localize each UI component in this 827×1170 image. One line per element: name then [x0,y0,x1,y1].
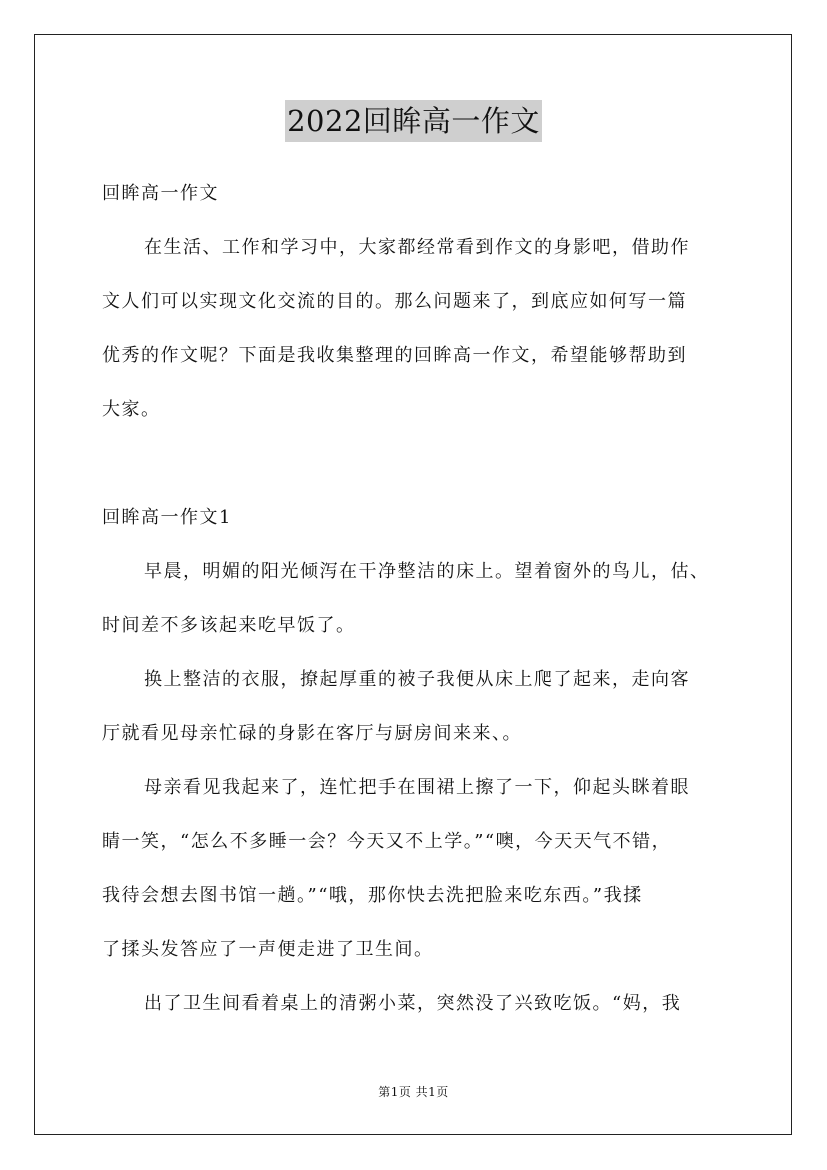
body-line: 我待会想去图书馆一趟。”“哦，那你快去洗把脸来吃东西。”我揉 [102,885,643,906]
body-line: 厅就看见母亲忙碌的身影在客厅与厨房间来来、。 [102,723,522,744]
intro-line: 在生活、工作和学习中，大家都经常看到作文的身影吧，借助作 [144,237,690,258]
intro-line: 大家。 [102,399,161,420]
body-line: 母亲看见我起来了，连忙把手在围裙上擦了一下，仰起头眯着眼 [144,777,690,798]
intro-line: 文人们可以实现文化交流的目的。那么问题来了，到底应如何写一篇 [102,291,687,312]
document-title: 2022回眸高一作文 [285,100,542,142]
page-footer: 第1页 共1页 [378,1085,449,1099]
section-heading: 回眸高一作文1 [102,507,232,528]
document-heading: 回眸高一作文 [102,183,219,204]
body-line: 出了卫生间看着桌上的清粥小菜，突然没了兴致吃饭。“妈，我 [144,993,682,1014]
document-title-wrapper [0,100,827,142]
intro-line: 优秀的作文呢？下面是我收集整理的回眸高一作文，希望能够帮助到 [102,345,687,366]
body-line: 早晨，明媚的阳光倾泻在干净整洁的床上。望着窗外的鸟儿，估、 [144,561,710,582]
body-line: 时间差不多该起来吃早饭了。 [102,615,356,636]
body-line: 换上整洁的衣服，撩起厚重的被子我便从床上爬了起来，走向客 [144,669,690,690]
body-line: 睛一笑，“怎么不多睡一会？今天又不上学。”“噢，今天天气不错， [102,831,672,852]
body-line: 了揉头发答应了一声便走进了卫生间。 [102,939,434,960]
